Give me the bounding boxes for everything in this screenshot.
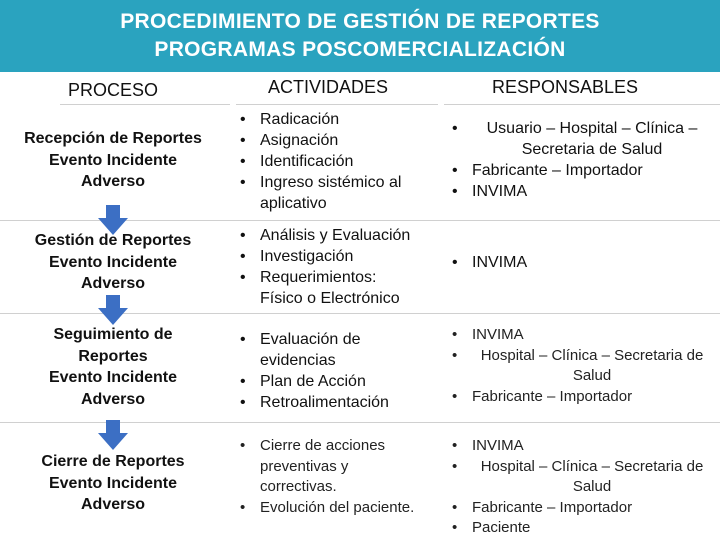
- divider: [236, 104, 438, 105]
- down-arrow-icon: [98, 420, 128, 450]
- title-line-2: PROGRAMAS POSCOMERCIALIZACIÓN: [154, 38, 566, 61]
- responsables-list: [450, 436, 712, 539]
- header-actividades: ACTIVIDADES: [268, 77, 389, 97]
- actividades-list: [238, 329, 434, 413]
- list-item: • Ingreso sistémico al aplicativo: [240, 174, 402, 212]
- list-item: • Hospital – Clínica – Secretaria de Salud: [452, 457, 704, 495]
- list-item: • Cierre de acciones preventivas y correctivas.: [240, 437, 386, 495]
- actividades-list: [238, 109, 434, 214]
- list-item: • Usuario – Hospital – Clínica – Secretaria de Salud: [452, 120, 698, 158]
- header-proceso: PROCESO: [68, 80, 159, 100]
- responsables-list: [450, 118, 712, 202]
- down-arrow-icon: [98, 295, 128, 325]
- list-item: • INVIMA: [452, 254, 528, 271]
- list-item: • Identificación: [240, 153, 354, 170]
- responsables-list: [450, 252, 712, 273]
- list-item: • INVIMA: [452, 183, 528, 200]
- responsables-list: [450, 325, 712, 407]
- list-item: • Investigación: [240, 248, 354, 265]
- list-item: • Fabricante – Importador: [452, 387, 633, 405]
- list-item: • Evolución del paciente.: [240, 498, 415, 516]
- divider: [444, 104, 720, 105]
- list-item: • Plan de Acción: [240, 373, 366, 390]
- list-item: • Radicación: [240, 111, 340, 128]
- list-item: • Retroalimentación: [240, 394, 389, 411]
- proceso-recepcion: Recepción de Reportes Evento Incidente Adverso: [24, 130, 202, 190]
- list-item: • INVIMA: [452, 437, 524, 454]
- divider: [60, 104, 230, 105]
- list-item: • Evaluación de evidencias: [240, 331, 361, 369]
- actividades-list: [238, 436, 438, 518]
- list-item: • Paciente: [452, 519, 531, 536]
- list-item: • Hospital – Clínica – Secretaria de Salud: [452, 346, 704, 384]
- actividades-list: [238, 225, 438, 309]
- title-banner: [0, 0, 720, 72]
- proceso-seguimiento: Seguimiento de Reportes Evento Incidente Adverso: [48, 326, 178, 408]
- list-item: • INVIMA: [452, 326, 524, 343]
- list-item: • Fabricante – Importador: [452, 498, 633, 516]
- header-responsables: RESPONSABLES: [492, 77, 639, 97]
- list-item: • Análisis y Evaluación: [240, 227, 411, 244]
- list-item: • Requerimientos: Físico o Electrónico: [240, 269, 400, 307]
- title-line-1: PROCEDIMIENTO DE GESTIÓN DE REPORTES: [120, 10, 600, 33]
- proceso-gestion: Gestión de Reportes Evento Incidente Adverso: [34, 232, 192, 292]
- list-item: • Asignación: [240, 132, 339, 149]
- list-item: • Fabricante – Importador: [452, 162, 643, 179]
- proceso-cierre: Cierre de Reportes Evento Incidente Adverso: [41, 453, 185, 513]
